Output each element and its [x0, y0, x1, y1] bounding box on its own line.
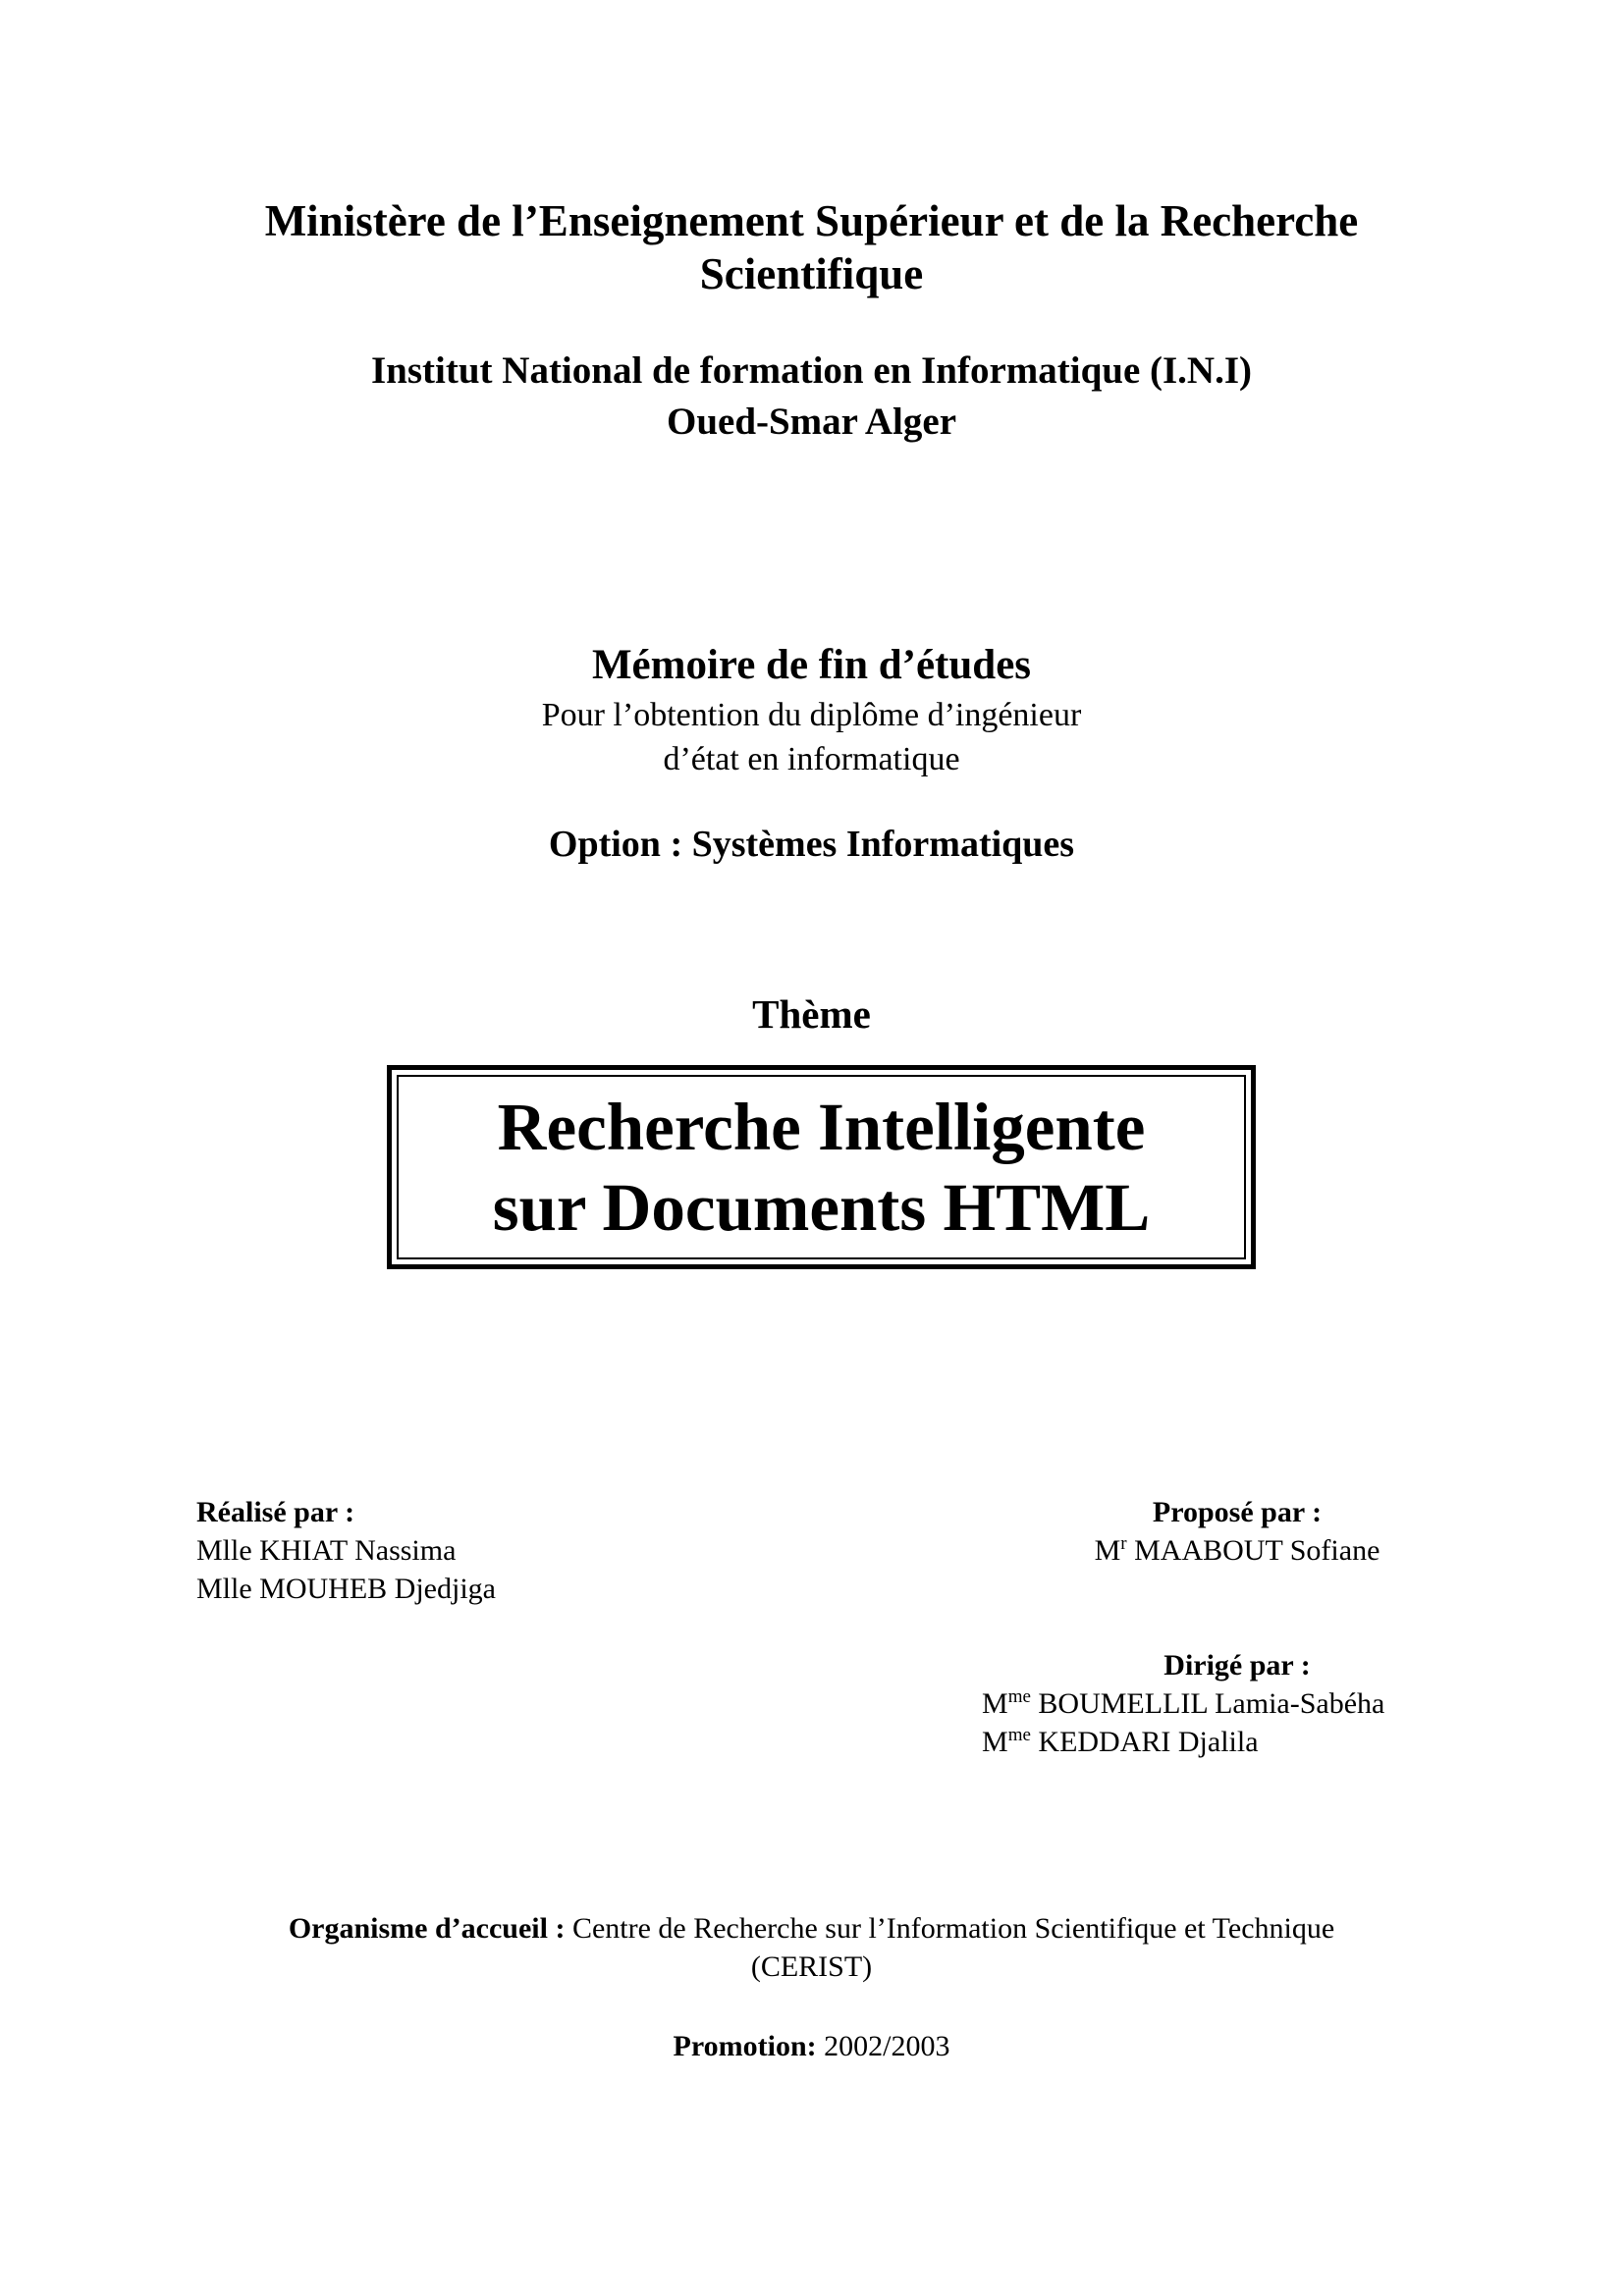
theme-title-box-inner — [397, 1075, 1246, 1259]
institute-line-1: Institut National de formation en Informatique (I.N.I) — [371, 349, 1252, 392]
organisme-value: Centre de Recherche sur l’Information Scientifique et Technique — [571, 1912, 1335, 1945]
memoire-title: Mémoire de fin d’études — [591, 642, 1032, 688]
organisme-line-1 — [0, 1909, 1623, 1948]
director-name: KEDDARI Djalila — [1038, 1726, 1259, 1758]
promotion-value: 2002/2003 — [824, 2030, 950, 2062]
director-title-sup: me — [1007, 1686, 1031, 1707]
propose-par-block — [1060, 1493, 1414, 1570]
organisme-accueil — [0, 1909, 1623, 1986]
memoire-subtitle — [0, 693, 1623, 781]
author-name: Mlle KHIAT Nassima — [196, 1534, 457, 1567]
institute-line-2: Oued-Smar Alger — [666, 400, 956, 443]
director-title: M — [982, 1726, 1008, 1758]
organisme-line-2: (CERIST) — [750, 1950, 873, 1983]
organisme-label: Organisme d’accueil : — [288, 1912, 566, 1945]
realise-par-heading: Réalisé par : — [196, 1496, 355, 1528]
author-name: Mlle MOUHEB Djedjiga — [196, 1573, 496, 1605]
institute-heading — [0, 346, 1623, 448]
promotion-label: Promotion: — [673, 2030, 817, 2062]
proposer-name: MAABOUT Sofiane — [1134, 1534, 1380, 1567]
theme-title-line-2: sur Documents HTML — [492, 1170, 1151, 1245]
director-title-sup: me — [1007, 1725, 1031, 1745]
proposer-title: M — [1094, 1534, 1121, 1567]
ministry-line-1: Ministère de l’Enseignement Supérieur et de la Recherche — [264, 196, 1359, 245]
ministry-heading — [0, 194, 1623, 300]
director-line — [982, 1723, 1384, 1761]
dirige-par-block — [982, 1646, 1384, 1761]
option-line: Option : Systèmes Informatiques — [548, 824, 1075, 865]
theme-title-line-1: Recherche Intelligente — [497, 1090, 1146, 1164]
director-line — [982, 1684, 1384, 1723]
director-name: BOUMELLIL Lamia-Sabéha — [1038, 1687, 1385, 1720]
dirige-par-heading: Dirigé par : — [1163, 1649, 1311, 1682]
realise-par-block — [196, 1493, 496, 1608]
theme-title-box — [387, 1065, 1256, 1269]
proposer-title-sup: r — [1120, 1533, 1127, 1554]
theme-label: Thème — [752, 991, 871, 1037]
memoire-subtitle-line-1: Pour l’obtention du diplôme d’ingénieur — [541, 697, 1082, 733]
proposer-line — [1060, 1531, 1414, 1570]
propose-par-heading: Proposé par : — [1152, 1496, 1323, 1528]
ministry-line-2: Scientifique — [699, 249, 924, 298]
director-title: M — [982, 1687, 1008, 1720]
memoire-subtitle-line-2: d’état en informatique — [663, 741, 960, 777]
promotion-line — [0, 2027, 1623, 2065]
